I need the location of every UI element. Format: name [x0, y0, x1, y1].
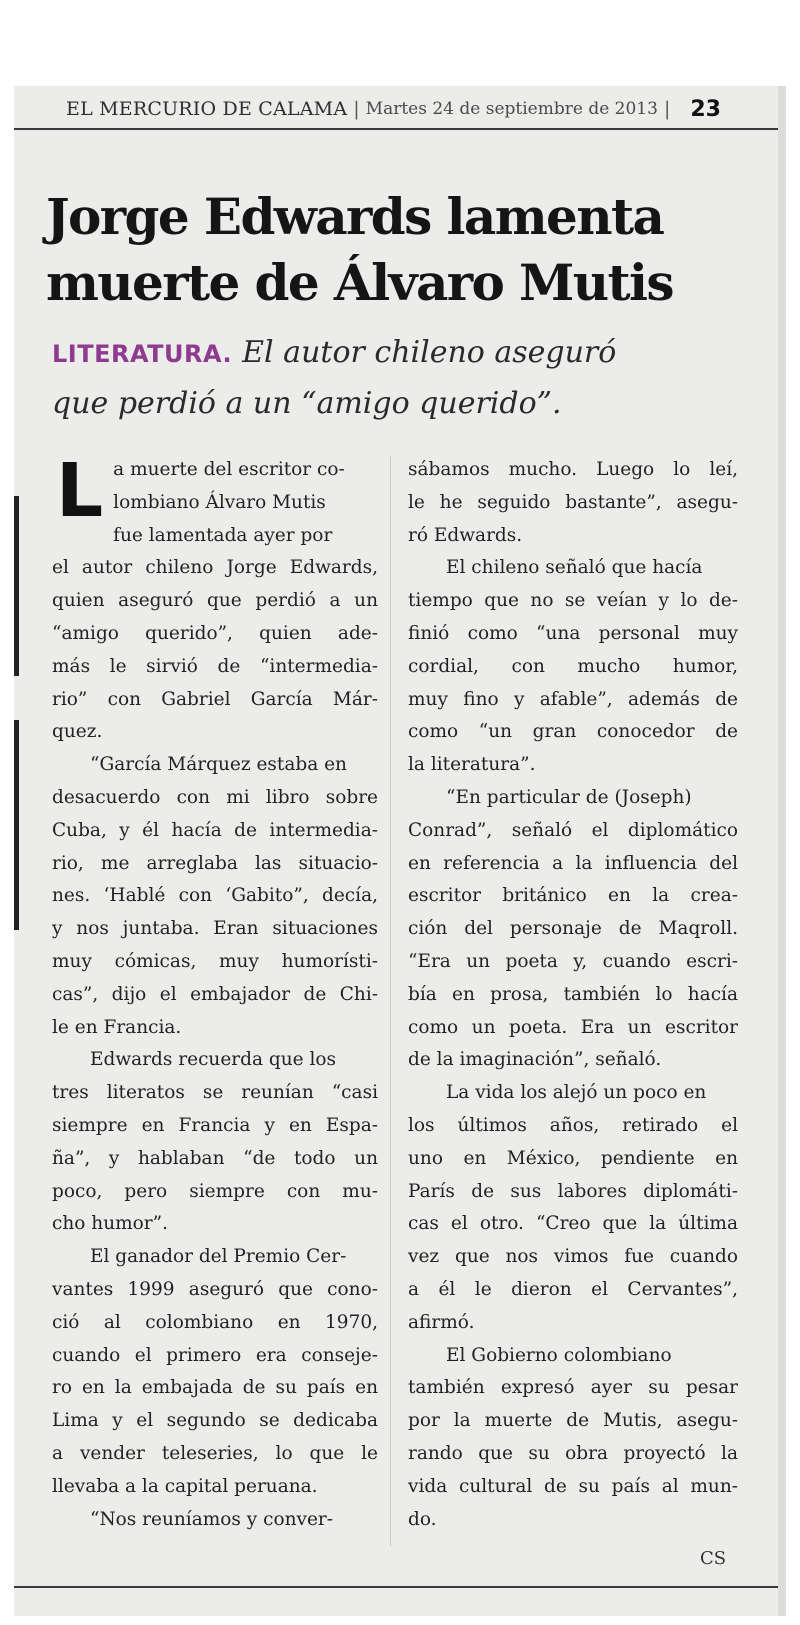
text-line: el autor chileno Jorge Edwards, [52, 557, 378, 579]
text-line: El chileno señaló que hacía [446, 557, 703, 579]
text-line: cordial, con mucho humor, [408, 655, 738, 677]
text-line: por la muerte de Mutis, asegu- [408, 1410, 738, 1432]
deck-text: El autor chileno aseguró [242, 335, 617, 370]
text-line: La vida los alejó un poco en [446, 1082, 707, 1104]
headline [46, 184, 766, 316]
text-line: vantes 1999 aseguró que cono- [52, 1278, 378, 1300]
margin-mark [14, 720, 19, 930]
text-line: de la imaginación”, señaló. [408, 1049, 662, 1071]
text-line: le he seguido bastante”, asegu- [408, 491, 738, 513]
text-line: finió como “una personal muy [408, 622, 738, 644]
page-number: 23 [690, 96, 721, 122]
text-line: cas el otro. “Creo que la última [408, 1213, 738, 1235]
text-line: afirmó. [408, 1311, 475, 1333]
header-separator: | [353, 98, 360, 120]
drop-cap: L [56, 448, 104, 534]
text-line: París de sus labores diplomáti- [408, 1180, 738, 1202]
text-line: Lima y el segundo se dedicaba [52, 1410, 378, 1432]
page-edge-shadow [778, 86, 786, 1616]
text-line: “amigo querido”, quien ade- [52, 622, 378, 644]
text-line: cuando el primero era conseje- [52, 1344, 378, 1366]
text-line: sábamos mucho. Luego lo leí, [408, 459, 738, 480]
deck-line [52, 328, 752, 379]
text-line: cho humor”. [52, 1213, 168, 1235]
footer-rule [14, 1586, 778, 1588]
text-line: El Gobierno colombiano [446, 1344, 672, 1366]
newspaper-clipping [14, 86, 786, 1616]
text-line: desacuerdo con mi libro sobre [52, 786, 378, 808]
text-line: ció al colombiano en 1970, [52, 1311, 378, 1333]
deck-line [52, 379, 752, 429]
column-divider [390, 456, 391, 1546]
text-line: muy fino y afable”, además de [408, 688, 738, 710]
text-line: Edwards recuerda que los [90, 1049, 337, 1071]
text-line: los últimos años, retirado el [408, 1114, 738, 1136]
text-line: “En particular de (Joseph) [446, 786, 692, 808]
paragraph [52, 749, 378, 1044]
text-line: “García Márquez estaba en [90, 754, 347, 776]
margin-mark [14, 496, 19, 676]
page-header [66, 92, 746, 126]
text-line: y nos juntaba. Eran situaciones [52, 918, 378, 940]
text-line: rio” con Gabriel García Már- [52, 688, 378, 710]
text-line: vida cultural de su país al mun- [408, 1475, 738, 1497]
article-column-left [52, 448, 378, 1536]
text-line: rio, me arreglaba las situacio- [52, 852, 378, 874]
text-line: “Nos reuníamos y conver- [90, 1508, 334, 1530]
text-line: a muerte del escritor co- [113, 459, 345, 480]
text-line: también expresó ayer su pesar [408, 1377, 738, 1399]
section-kicker: LITERATURA. [52, 340, 233, 368]
text-line: Cuba, y él hacía de intermedia- [52, 819, 378, 841]
text-line: El ganador del Premio Cer- [90, 1246, 347, 1268]
article-column-right [408, 454, 738, 1536]
headline-line: muerte de Álvaro Mutis [46, 253, 673, 312]
text-line: siempre en Francia y en Espa- [52, 1114, 378, 1136]
text-line: ción del personaje de Maqroll. [408, 918, 738, 940]
text-line: a él le dieron el Cervantes”, [408, 1278, 738, 1300]
text-line: como un poeta. Era un escritor [408, 1016, 738, 1038]
text-line: escritor británico en la crea- [408, 885, 738, 907]
text-line: cas”, dijo el embajador de Chi- [52, 983, 378, 1005]
paragraph [52, 448, 378, 749]
text-line: quien aseguró que perdió a un [52, 590, 378, 612]
header-separator: | [663, 98, 671, 120]
text-line: “Era un poeta y, cuando escri- [408, 950, 738, 972]
paragraph [52, 1241, 378, 1503]
paragraph [408, 1077, 738, 1339]
headline-line: Jorge Edwards lamenta [46, 187, 664, 246]
paragraph [408, 552, 738, 782]
header-rule [14, 128, 778, 130]
text-line: rando que su obra proyectó la [408, 1442, 738, 1464]
paragraph [408, 454, 738, 552]
text-line: quez. [52, 721, 103, 743]
deck-text: que perdió a un “amigo querido”. [52, 386, 562, 421]
subheadline [52, 328, 752, 429]
text-line: como “un gran conocedor de [408, 721, 738, 743]
issue-date: Martes 24 de septiembre de 2013 [365, 99, 658, 119]
text-line: en referencia a la influencia del [408, 852, 738, 874]
text-line: tiempo que no se veían y lo de- [408, 590, 738, 612]
paragraph [408, 782, 738, 1077]
newspaper-name: EL MERCURIO DE CALAMA [66, 98, 348, 120]
text-line: poco, pero siempre con mu- [52, 1180, 378, 1202]
text-line: do. [408, 1508, 437, 1530]
text-line: la literatura”. [408, 754, 536, 776]
text-line: tres literatos se reunían “casi [52, 1082, 378, 1104]
text-line: más le sirvió de “intermedia- [52, 655, 378, 677]
text-line: bía en prosa, también lo hacía [408, 983, 738, 1005]
text-line: llevaba a la capital peruana. [52, 1475, 318, 1497]
text-line: a vender teleseries, lo que le [52, 1442, 378, 1464]
paragraph [52, 1504, 378, 1537]
paragraph [408, 1340, 738, 1537]
text-line: ró Edwards. [408, 524, 523, 546]
text-line: vez que nos vimos fue cuando [408, 1246, 738, 1268]
text-line: ro en la embajada de su país en [52, 1377, 378, 1399]
text-line: ña”, y hablaban “de todo un [52, 1147, 378, 1169]
text-line: nes. ‘Hablé con ‘Gabito”, decía, [52, 885, 378, 907]
text-line: muy cómicas, muy humorísti- [52, 950, 378, 972]
text-line: lombiano Álvaro Mutis [113, 491, 326, 513]
text-line: le en Francia. [52, 1016, 182, 1038]
author-initials: CS [700, 1548, 727, 1569]
text-line: Conrad”, señaló el diplomático [408, 819, 738, 841]
text-line: uno en México, pendiente en [408, 1147, 738, 1169]
text-line: fue lamentada ayer por [113, 524, 333, 546]
paragraph [52, 1044, 378, 1241]
